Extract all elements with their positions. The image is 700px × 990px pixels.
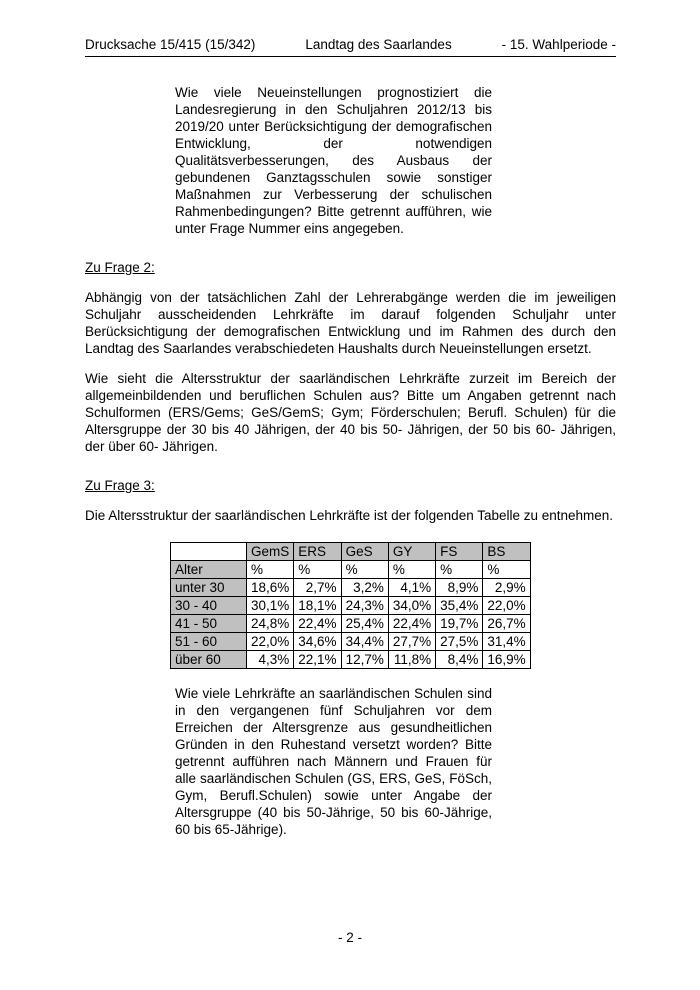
table-value-cell: 19,7% — [436, 615, 483, 633]
table-header-cell: ERS — [294, 543, 341, 561]
table-value-cell: 34,6% — [294, 633, 341, 651]
table-value-cell: 22,0% — [483, 597, 530, 615]
table-row — [171, 615, 531, 633]
header-wahlperiode: - 15. Wahlperiode - — [501, 37, 616, 52]
table-label-cell: unter 30 — [171, 579, 247, 597]
table-value-cell: 4,3% — [247, 651, 294, 669]
table-unit-cell: % — [341, 561, 388, 579]
table-label-cell: Alter — [171, 561, 247, 579]
table-unit-cell: % — [247, 561, 294, 579]
table-value-cell: 31,4% — [483, 633, 530, 651]
table-value-cell: 8,4% — [436, 651, 483, 669]
table-label-cell: 30 - 40 — [171, 597, 247, 615]
table-value-cell: 25,4% — [341, 615, 388, 633]
table-value-cell: 2,7% — [294, 579, 341, 597]
document-header — [85, 36, 616, 57]
table-value-cell: 4,1% — [388, 579, 435, 597]
table-header-cell: FS — [436, 543, 483, 561]
table-row — [171, 651, 531, 669]
heading-zu-frage-3: Zu Frage 3: — [85, 478, 155, 493]
table-value-cell: 18,1% — [294, 597, 341, 615]
table-label-cell: über 60 — [171, 651, 247, 669]
table-unit-cell: % — [388, 561, 435, 579]
header-drucksache: Drucksache 15/415 (15/342) — [85, 37, 256, 52]
table-label-cell: 51 - 60 — [171, 633, 247, 651]
heading-zu-frage-2: Zu Frage 2: — [85, 260, 155, 275]
table-value-cell: 11,8% — [388, 651, 435, 669]
table-value-cell: 22,0% — [247, 633, 294, 651]
table-value-cell: 3,2% — [341, 579, 388, 597]
table-value-cell: 8,9% — [436, 579, 483, 597]
table-value-cell: 16,9% — [483, 651, 530, 669]
table-value-cell: 22,4% — [388, 615, 435, 633]
age-structure-table — [170, 542, 531, 669]
table-header-cell: BS — [483, 543, 530, 561]
table-value-cell: 26,7% — [483, 615, 530, 633]
table-header-cell: GemS — [247, 543, 294, 561]
indented-question-2: Wie viele Lehrkräfte an saarländischen Schulen sind in den vergangenen fünf Schuljahren vor dem Erreichen der Altersgrenze aus gesundheitlichen Gründen in den Ruhestand versetzt worden? Bitte getrennt aufführen nach Männern und Frauen für alle saarländischen Schulen (GS, ERS, GeS, FöSch, Gym, Berufl.Schulen) sowie unter Angabe der Altersgruppe (40 bis 50-Jährige, 50 bis 60-Jährige, 60 bis 65-Jährige). — [175, 686, 492, 837]
table-value-cell: 18,6% — [247, 579, 294, 597]
table-value-cell: 24,3% — [341, 597, 388, 615]
table-value-cell: 34,4% — [341, 633, 388, 651]
indented-question-1: Wie viele Neueinstellungen prognostiziert die Landesregierung in den Schuljahren 2012/13 bis 2019/20 unter Berücksichtigung der demografischen Entwicklung, der notwendigen Qualitätsverbesserungen, des Ausbaus der gebundenen Ganztagsschulen sowie sonstiger Maßnahmen zur Verbesserung der schulischen Rahmenbedingungen? Bitte getrennt aufführen, wie unter Frage Nummer eins angegeben. — [175, 85, 492, 236]
table-value-cell: 27,5% — [436, 633, 483, 651]
table-value-cell: 34,0% — [388, 597, 435, 615]
table-unit-row — [171, 561, 531, 579]
table-unit-cell: % — [483, 561, 530, 579]
table-value-cell: 30,1% — [247, 597, 294, 615]
table-header-cell: GeS — [341, 543, 388, 561]
table-header-row — [171, 543, 531, 561]
table-corner-cell — [171, 543, 247, 561]
table-row — [171, 597, 531, 615]
table-value-cell: 2,9% — [483, 579, 530, 597]
table-unit-cell: % — [436, 561, 483, 579]
table-value-cell: 24,8% — [247, 615, 294, 633]
table-row — [171, 633, 531, 651]
paragraph-question-altersstruktur: Wie sieht die Altersstruktur der saarländischen Lehrkräfte zurzeit im Bereich der allgemeinbildenden und beruflichen Schulen aus? Bitte um Angaben getrennt nach Schulformen (ERS/Gems; GeS/GemS; Gym; Förderschulen; Berufl. Schulen) für die Altersgruppe der 30 bis 40 Jährigen, der 40 bis 50- Jährigen, der 50 bis 60- Jährigen, der über 60- Jährigen. — [85, 371, 616, 454]
table-value-cell: 12,7% — [341, 651, 388, 669]
table-value-cell: 35,4% — [436, 597, 483, 615]
table-value-cell: 22,1% — [294, 651, 341, 669]
table-value-cell: 22,4% — [294, 615, 341, 633]
header-landtag: Landtag des Saarlandes — [305, 37, 452, 52]
table-header-cell: GY — [388, 543, 435, 561]
table-label-cell: 41 - 50 — [171, 615, 247, 633]
page-number: - 2 - — [337, 930, 362, 945]
table-value-cell: 27,7% — [388, 633, 435, 651]
paragraph-answer-frage-3: Die Altersstruktur der saarländischen Lehrkräfte ist der folgenden Tabelle zu entnehmen. — [85, 508, 614, 523]
paragraph-answer-frage-2: Abhängig von der tatsächlichen Zahl der Lehrerabgänge werden die im jeweiligen Schuljahr ausscheidenden Lehrkräfte im darauf folgenden Schuljahr unter Berücksichtigung der demografischen Entwicklung und im Rahmen des durch den Landtag des Saarlandes verabschiedeten Haushalts durch Neueinstellungen ersetzt. — [85, 290, 616, 356]
table-unit-cell: % — [294, 561, 341, 579]
table-row — [171, 579, 531, 597]
